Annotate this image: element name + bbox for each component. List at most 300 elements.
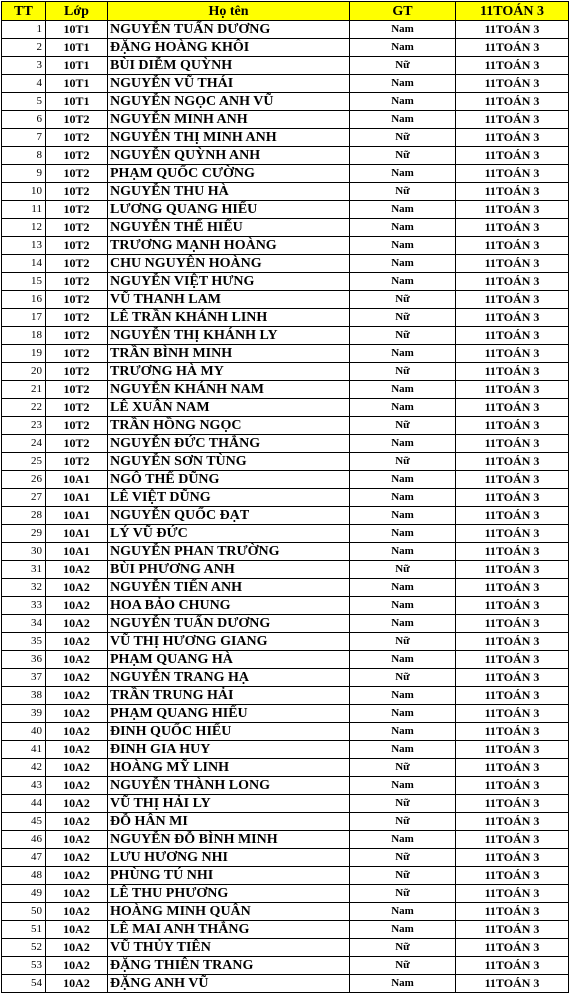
row-new-class: 11TOÁN 3 bbox=[456, 309, 569, 327]
row-gender: Nữ bbox=[350, 795, 456, 813]
row-gender: Nam bbox=[350, 705, 456, 723]
row-name: NGUYỄN VŨ THÁI bbox=[108, 75, 350, 93]
row-gender: Nữ bbox=[350, 867, 456, 885]
row-new-class: 11TOÁN 3 bbox=[456, 21, 569, 39]
row-class: 10T2 bbox=[46, 129, 108, 147]
row-name: ĐINH QUỐC HIẾU bbox=[108, 723, 350, 741]
row-name: TRẦN HỒNG NGỌC bbox=[108, 417, 350, 435]
row-new-class: 11TOÁN 3 bbox=[456, 849, 569, 867]
row-number: 22 bbox=[2, 399, 46, 417]
row-number: 47 bbox=[2, 849, 46, 867]
row-class: 10T2 bbox=[46, 165, 108, 183]
table-row bbox=[2, 381, 569, 399]
row-name: LÊ VIỆT DŨNG bbox=[108, 489, 350, 507]
table-row bbox=[2, 687, 569, 705]
row-name: NGUYỄN MINH ANH bbox=[108, 111, 350, 129]
table-row bbox=[2, 633, 569, 651]
table-row bbox=[2, 309, 569, 327]
row-class: 10T2 bbox=[46, 435, 108, 453]
row-new-class: 11TOÁN 3 bbox=[456, 795, 569, 813]
row-gender: Nam bbox=[350, 93, 456, 111]
row-number: 53 bbox=[2, 957, 46, 975]
row-number: 4 bbox=[2, 75, 46, 93]
row-class: 10A2 bbox=[46, 957, 108, 975]
row-name: HOÀNG MINH QUÂN bbox=[108, 903, 350, 921]
row-number: 29 bbox=[2, 525, 46, 543]
row-name: NGUYỄN THỊ KHÁNH LY bbox=[108, 327, 350, 345]
row-gender: Nam bbox=[350, 237, 456, 255]
row-gender: Nam bbox=[350, 21, 456, 39]
row-name: VŨ THỦY TIÊN bbox=[108, 939, 350, 957]
row-class: 10T2 bbox=[46, 147, 108, 165]
row-gender: Nữ bbox=[350, 813, 456, 831]
row-class: 10A2 bbox=[46, 939, 108, 957]
row-name: LƯU HƯƠNG NHI bbox=[108, 849, 350, 867]
row-gender: Nữ bbox=[350, 759, 456, 777]
row-new-class: 11TOÁN 3 bbox=[456, 345, 569, 363]
row-number: 37 bbox=[2, 669, 46, 687]
row-class: 10A2 bbox=[46, 849, 108, 867]
row-number: 25 bbox=[2, 453, 46, 471]
row-number: 28 bbox=[2, 507, 46, 525]
table-row bbox=[2, 867, 569, 885]
row-number: 10 bbox=[2, 183, 46, 201]
row-name: HOÀNG MỸ LINH bbox=[108, 759, 350, 777]
row-new-class: 11TOÁN 3 bbox=[456, 705, 569, 723]
row-class: 10T2 bbox=[46, 453, 108, 471]
row-number: 19 bbox=[2, 345, 46, 363]
row-name: NGUYỄN NGỌC ANH VŨ bbox=[108, 93, 350, 111]
table-row bbox=[2, 399, 569, 417]
row-number: 36 bbox=[2, 651, 46, 669]
row-name: NGUYỄN THÀNH LONG bbox=[108, 777, 350, 795]
row-class: 10A2 bbox=[46, 921, 108, 939]
row-class: 10T2 bbox=[46, 291, 108, 309]
row-number: 45 bbox=[2, 813, 46, 831]
row-name: NGUYỄN QUỲNH ANH bbox=[108, 147, 350, 165]
table-row bbox=[2, 957, 569, 975]
header-gt: GT bbox=[350, 2, 456, 21]
row-gender: Nam bbox=[350, 75, 456, 93]
row-number: 30 bbox=[2, 543, 46, 561]
table-row bbox=[2, 219, 569, 237]
row-number: 32 bbox=[2, 579, 46, 597]
row-class: 10T1 bbox=[46, 93, 108, 111]
table-row bbox=[2, 453, 569, 471]
student-list-table bbox=[1, 1, 569, 993]
row-class: 10T2 bbox=[46, 345, 108, 363]
row-number: 40 bbox=[2, 723, 46, 741]
row-number: 17 bbox=[2, 309, 46, 327]
row-name: ĐẶNG THIÊN TRANG bbox=[108, 957, 350, 975]
row-class: 10A2 bbox=[46, 597, 108, 615]
table-body bbox=[2, 21, 569, 993]
row-number: 31 bbox=[2, 561, 46, 579]
row-class: 10A2 bbox=[46, 777, 108, 795]
row-new-class: 11TOÁN 3 bbox=[456, 651, 569, 669]
row-name: BÙI PHƯƠNG ANH bbox=[108, 561, 350, 579]
row-new-class: 11TOÁN 3 bbox=[456, 219, 569, 237]
row-new-class: 11TOÁN 3 bbox=[456, 957, 569, 975]
table-row bbox=[2, 111, 569, 129]
row-gender: Nam bbox=[350, 597, 456, 615]
row-class: 10A2 bbox=[46, 903, 108, 921]
row-gender: Nữ bbox=[350, 327, 456, 345]
row-class: 10T1 bbox=[46, 57, 108, 75]
table-row bbox=[2, 561, 569, 579]
row-class: 10T2 bbox=[46, 201, 108, 219]
row-number: 3 bbox=[2, 57, 46, 75]
row-gender: Nam bbox=[350, 831, 456, 849]
row-number: 51 bbox=[2, 921, 46, 939]
row-number: 20 bbox=[2, 363, 46, 381]
table-row bbox=[2, 741, 569, 759]
table-row bbox=[2, 273, 569, 291]
row-gender: Nam bbox=[350, 687, 456, 705]
row-number: 43 bbox=[2, 777, 46, 795]
row-class: 10A2 bbox=[46, 615, 108, 633]
table-row bbox=[2, 345, 569, 363]
row-name: ĐẶNG ANH VŨ bbox=[108, 975, 350, 993]
row-new-class: 11TOÁN 3 bbox=[456, 885, 569, 903]
row-new-class: 11TOÁN 3 bbox=[456, 597, 569, 615]
row-new-class: 11TOÁN 3 bbox=[456, 507, 569, 525]
table-row bbox=[2, 435, 569, 453]
row-new-class: 11TOÁN 3 bbox=[456, 777, 569, 795]
row-gender: Nam bbox=[350, 435, 456, 453]
row-name: NGUYỄN TRANG HẠ bbox=[108, 669, 350, 687]
table-row bbox=[2, 57, 569, 75]
table-row bbox=[2, 129, 569, 147]
row-new-class: 11TOÁN 3 bbox=[456, 939, 569, 957]
row-new-class: 11TOÁN 3 bbox=[456, 615, 569, 633]
row-name: VŨ THANH LAM bbox=[108, 291, 350, 309]
row-name: NGUYỄN THỊ MINH ANH bbox=[108, 129, 350, 147]
row-gender: Nam bbox=[350, 723, 456, 741]
row-class: 10A2 bbox=[46, 579, 108, 597]
row-gender: Nam bbox=[350, 345, 456, 363]
row-number: 11 bbox=[2, 201, 46, 219]
table-row bbox=[2, 759, 569, 777]
row-new-class: 11TOÁN 3 bbox=[456, 147, 569, 165]
row-class: 10A2 bbox=[46, 651, 108, 669]
row-number: 14 bbox=[2, 255, 46, 273]
table-row bbox=[2, 651, 569, 669]
table-row bbox=[2, 255, 569, 273]
table-row bbox=[2, 921, 569, 939]
row-gender: Nam bbox=[350, 273, 456, 291]
table-row bbox=[2, 363, 569, 381]
row-number: 1 bbox=[2, 21, 46, 39]
row-new-class: 11TOÁN 3 bbox=[456, 579, 569, 597]
row-name: LÝ VŨ ĐỨC bbox=[108, 525, 350, 543]
row-gender: Nữ bbox=[350, 633, 456, 651]
row-gender: Nam bbox=[350, 489, 456, 507]
table-row bbox=[2, 75, 569, 93]
row-gender: Nữ bbox=[350, 309, 456, 327]
row-number: 49 bbox=[2, 885, 46, 903]
row-name: ĐỖ HÂN MI bbox=[108, 813, 350, 831]
table-row bbox=[2, 975, 569, 993]
row-name: LƯƠNG QUANG HIẾU bbox=[108, 201, 350, 219]
row-new-class: 11TOÁN 3 bbox=[456, 399, 569, 417]
row-name: PHẠM QUANG HIẾU bbox=[108, 705, 350, 723]
row-new-class: 11TOÁN 3 bbox=[456, 633, 569, 651]
row-number: 38 bbox=[2, 687, 46, 705]
row-name: LÊ THU PHƯƠNG bbox=[108, 885, 350, 903]
row-gender: Nam bbox=[350, 651, 456, 669]
row-new-class: 11TOÁN 3 bbox=[456, 39, 569, 57]
row-name: TRƯƠNG HÀ MY bbox=[108, 363, 350, 381]
row-new-class: 11TOÁN 3 bbox=[456, 417, 569, 435]
row-class: 10T2 bbox=[46, 183, 108, 201]
table-row bbox=[2, 885, 569, 903]
row-number: 27 bbox=[2, 489, 46, 507]
header-lop-moi: 11TOÁN 3 bbox=[456, 2, 569, 21]
row-name: TRƯƠNG MẠNH HOÀNG bbox=[108, 237, 350, 255]
row-number: 7 bbox=[2, 129, 46, 147]
row-number: 15 bbox=[2, 273, 46, 291]
row-gender: Nữ bbox=[350, 147, 456, 165]
row-gender: Nam bbox=[350, 165, 456, 183]
row-new-class: 11TOÁN 3 bbox=[456, 759, 569, 777]
row-gender: Nam bbox=[350, 255, 456, 273]
row-class: 10A2 bbox=[46, 561, 108, 579]
row-gender: Nam bbox=[350, 219, 456, 237]
table-row bbox=[2, 705, 569, 723]
row-gender: Nữ bbox=[350, 849, 456, 867]
row-new-class: 11TOÁN 3 bbox=[456, 183, 569, 201]
row-new-class: 11TOÁN 3 bbox=[456, 489, 569, 507]
row-gender: Nam bbox=[350, 525, 456, 543]
row-gender: Nữ bbox=[350, 363, 456, 381]
row-class: 10T1 bbox=[46, 39, 108, 57]
row-new-class: 11TOÁN 3 bbox=[456, 273, 569, 291]
row-number: 39 bbox=[2, 705, 46, 723]
row-number: 24 bbox=[2, 435, 46, 453]
row-number: 21 bbox=[2, 381, 46, 399]
table-row bbox=[2, 579, 569, 597]
row-class: 10T2 bbox=[46, 237, 108, 255]
row-class: 10A2 bbox=[46, 885, 108, 903]
row-name: CHU NGUYÊN HOÀNG bbox=[108, 255, 350, 273]
row-name: NGUYỄN ĐỨC THẮNG bbox=[108, 435, 350, 453]
row-new-class: 11TOÁN 3 bbox=[456, 453, 569, 471]
row-gender: Nữ bbox=[350, 453, 456, 471]
row-gender: Nam bbox=[350, 975, 456, 993]
row-class: 10A2 bbox=[46, 867, 108, 885]
row-class: 10A2 bbox=[46, 705, 108, 723]
table-row bbox=[2, 777, 569, 795]
row-class: 10T2 bbox=[46, 381, 108, 399]
table-row bbox=[2, 543, 569, 561]
row-new-class: 11TOÁN 3 bbox=[456, 291, 569, 309]
table-row bbox=[2, 183, 569, 201]
row-gender: Nữ bbox=[350, 561, 456, 579]
table-row bbox=[2, 849, 569, 867]
row-name: PHẠM QUỐC CƯỜNG bbox=[108, 165, 350, 183]
table-row bbox=[2, 147, 569, 165]
row-gender: Nam bbox=[350, 39, 456, 57]
row-name: LÊ MAI ANH THẮNG bbox=[108, 921, 350, 939]
row-gender: Nữ bbox=[350, 129, 456, 147]
row-name: NGUYỄN ĐỖ BÌNH MINH bbox=[108, 831, 350, 849]
row-class: 10A1 bbox=[46, 543, 108, 561]
row-class: 10A2 bbox=[46, 687, 108, 705]
row-new-class: 11TOÁN 3 bbox=[456, 741, 569, 759]
row-name: TRẦN TRUNG HẢI bbox=[108, 687, 350, 705]
row-new-class: 11TOÁN 3 bbox=[456, 93, 569, 111]
row-gender: Nam bbox=[350, 111, 456, 129]
row-number: 8 bbox=[2, 147, 46, 165]
row-class: 10T2 bbox=[46, 327, 108, 345]
table-row bbox=[2, 21, 569, 39]
row-new-class: 11TOÁN 3 bbox=[456, 669, 569, 687]
row-number: 18 bbox=[2, 327, 46, 345]
row-name: NGUYỄN THẾ HIẾU bbox=[108, 219, 350, 237]
row-class: 10T2 bbox=[46, 399, 108, 417]
row-class: 10A2 bbox=[46, 831, 108, 849]
row-number: 35 bbox=[2, 633, 46, 651]
row-gender: Nữ bbox=[350, 885, 456, 903]
row-name: NGUYỄN TIẾN ANH bbox=[108, 579, 350, 597]
row-new-class: 11TOÁN 3 bbox=[456, 813, 569, 831]
row-name: NGUYỄN QUỐC ĐẠT bbox=[108, 507, 350, 525]
header-row bbox=[2, 2, 569, 21]
table-row bbox=[2, 669, 569, 687]
row-name: NGUYỄN KHÁNH NAM bbox=[108, 381, 350, 399]
table-row bbox=[2, 939, 569, 957]
row-name: NGUYỄN VIỆT HƯNG bbox=[108, 273, 350, 291]
header-ho-ten: Họ tên bbox=[108, 2, 350, 21]
row-name: VŨ THỊ HƯƠNG GIANG bbox=[108, 633, 350, 651]
table-row bbox=[2, 93, 569, 111]
row-new-class: 11TOÁN 3 bbox=[456, 921, 569, 939]
header-lop: Lớp bbox=[46, 2, 108, 21]
row-new-class: 11TOÁN 3 bbox=[456, 327, 569, 345]
row-new-class: 11TOÁN 3 bbox=[456, 237, 569, 255]
row-new-class: 11TOÁN 3 bbox=[456, 57, 569, 75]
row-class: 10A2 bbox=[46, 759, 108, 777]
row-new-class: 11TOÁN 3 bbox=[456, 363, 569, 381]
table-row bbox=[2, 201, 569, 219]
row-new-class: 11TOÁN 3 bbox=[456, 903, 569, 921]
row-class: 10T2 bbox=[46, 255, 108, 273]
table-row bbox=[2, 903, 569, 921]
row-class: 10T2 bbox=[46, 273, 108, 291]
row-name: ĐẶNG HOÀNG KHÔI bbox=[108, 39, 350, 57]
row-gender: Nam bbox=[350, 741, 456, 759]
row-class: 10A1 bbox=[46, 471, 108, 489]
row-class: 10A1 bbox=[46, 525, 108, 543]
row-new-class: 11TOÁN 3 bbox=[456, 165, 569, 183]
table-row bbox=[2, 831, 569, 849]
table-row bbox=[2, 327, 569, 345]
row-class: 10A2 bbox=[46, 633, 108, 651]
row-class: 10A2 bbox=[46, 795, 108, 813]
row-class: 10A2 bbox=[46, 723, 108, 741]
row-new-class: 11TOÁN 3 bbox=[456, 867, 569, 885]
row-gender: Nam bbox=[350, 507, 456, 525]
row-number: 52 bbox=[2, 939, 46, 957]
row-number: 42 bbox=[2, 759, 46, 777]
row-name: NGUYỄN TUẤN DƯƠNG bbox=[108, 615, 350, 633]
row-gender: Nam bbox=[350, 201, 456, 219]
row-name: LÊ TRẦN KHÁNH LINH bbox=[108, 309, 350, 327]
row-number: 23 bbox=[2, 417, 46, 435]
row-number: 26 bbox=[2, 471, 46, 489]
table-row bbox=[2, 165, 569, 183]
row-number: 2 bbox=[2, 39, 46, 57]
row-gender: Nam bbox=[350, 903, 456, 921]
row-new-class: 11TOÁN 3 bbox=[456, 255, 569, 273]
row-gender: Nữ bbox=[350, 57, 456, 75]
row-new-class: 11TOÁN 3 bbox=[456, 111, 569, 129]
row-new-class: 11TOÁN 3 bbox=[456, 543, 569, 561]
row-class: 10A1 bbox=[46, 489, 108, 507]
row-name: BÙI DIỄM QUỲNH bbox=[108, 57, 350, 75]
row-number: 44 bbox=[2, 795, 46, 813]
row-name: ĐINH GIA HUY bbox=[108, 741, 350, 759]
row-name: NGUYỄN PHAN TRƯỜNG bbox=[108, 543, 350, 561]
row-name: NGÔ THẾ DŨNG bbox=[108, 471, 350, 489]
row-new-class: 11TOÁN 3 bbox=[456, 525, 569, 543]
row-gender: Nam bbox=[350, 471, 456, 489]
table-row bbox=[2, 723, 569, 741]
table-row bbox=[2, 507, 569, 525]
row-class: 10A2 bbox=[46, 813, 108, 831]
row-class: 10A2 bbox=[46, 669, 108, 687]
row-number: 16 bbox=[2, 291, 46, 309]
table-row bbox=[2, 525, 569, 543]
row-gender: Nam bbox=[350, 921, 456, 939]
row-number: 41 bbox=[2, 741, 46, 759]
row-new-class: 11TOÁN 3 bbox=[456, 723, 569, 741]
row-gender: Nam bbox=[350, 399, 456, 417]
row-new-class: 11TOÁN 3 bbox=[456, 975, 569, 993]
row-name: NGUYỄN SƠN TÙNG bbox=[108, 453, 350, 471]
row-number: 13 bbox=[2, 237, 46, 255]
row-class: 10T2 bbox=[46, 219, 108, 237]
row-gender: Nữ bbox=[350, 939, 456, 957]
row-new-class: 11TOÁN 3 bbox=[456, 201, 569, 219]
row-new-class: 11TOÁN 3 bbox=[456, 831, 569, 849]
row-gender: Nữ bbox=[350, 417, 456, 435]
row-name: PHẠM QUANG HÀ bbox=[108, 651, 350, 669]
row-new-class: 11TOÁN 3 bbox=[456, 381, 569, 399]
row-new-class: 11TOÁN 3 bbox=[456, 687, 569, 705]
row-name: LÊ XUÂN NAM bbox=[108, 399, 350, 417]
table-row bbox=[2, 813, 569, 831]
table-row bbox=[2, 417, 569, 435]
row-name: TRẦN BÌNH MINH bbox=[108, 345, 350, 363]
row-class: 10T2 bbox=[46, 309, 108, 327]
row-gender: Nữ bbox=[350, 183, 456, 201]
table-header bbox=[2, 2, 569, 21]
table-row bbox=[2, 615, 569, 633]
row-name: VŨ THỊ HẢI LY bbox=[108, 795, 350, 813]
table-row bbox=[2, 39, 569, 57]
row-name: HOA BẢO CHUNG bbox=[108, 597, 350, 615]
row-name: NGUYỄN TUẤN DƯƠNG bbox=[108, 21, 350, 39]
row-number: 34 bbox=[2, 615, 46, 633]
row-class: 10T1 bbox=[46, 21, 108, 39]
row-class: 10T2 bbox=[46, 363, 108, 381]
row-gender: Nam bbox=[350, 615, 456, 633]
row-gender: Nam bbox=[350, 777, 456, 795]
row-class: 10T2 bbox=[46, 417, 108, 435]
row-gender: Nam bbox=[350, 579, 456, 597]
